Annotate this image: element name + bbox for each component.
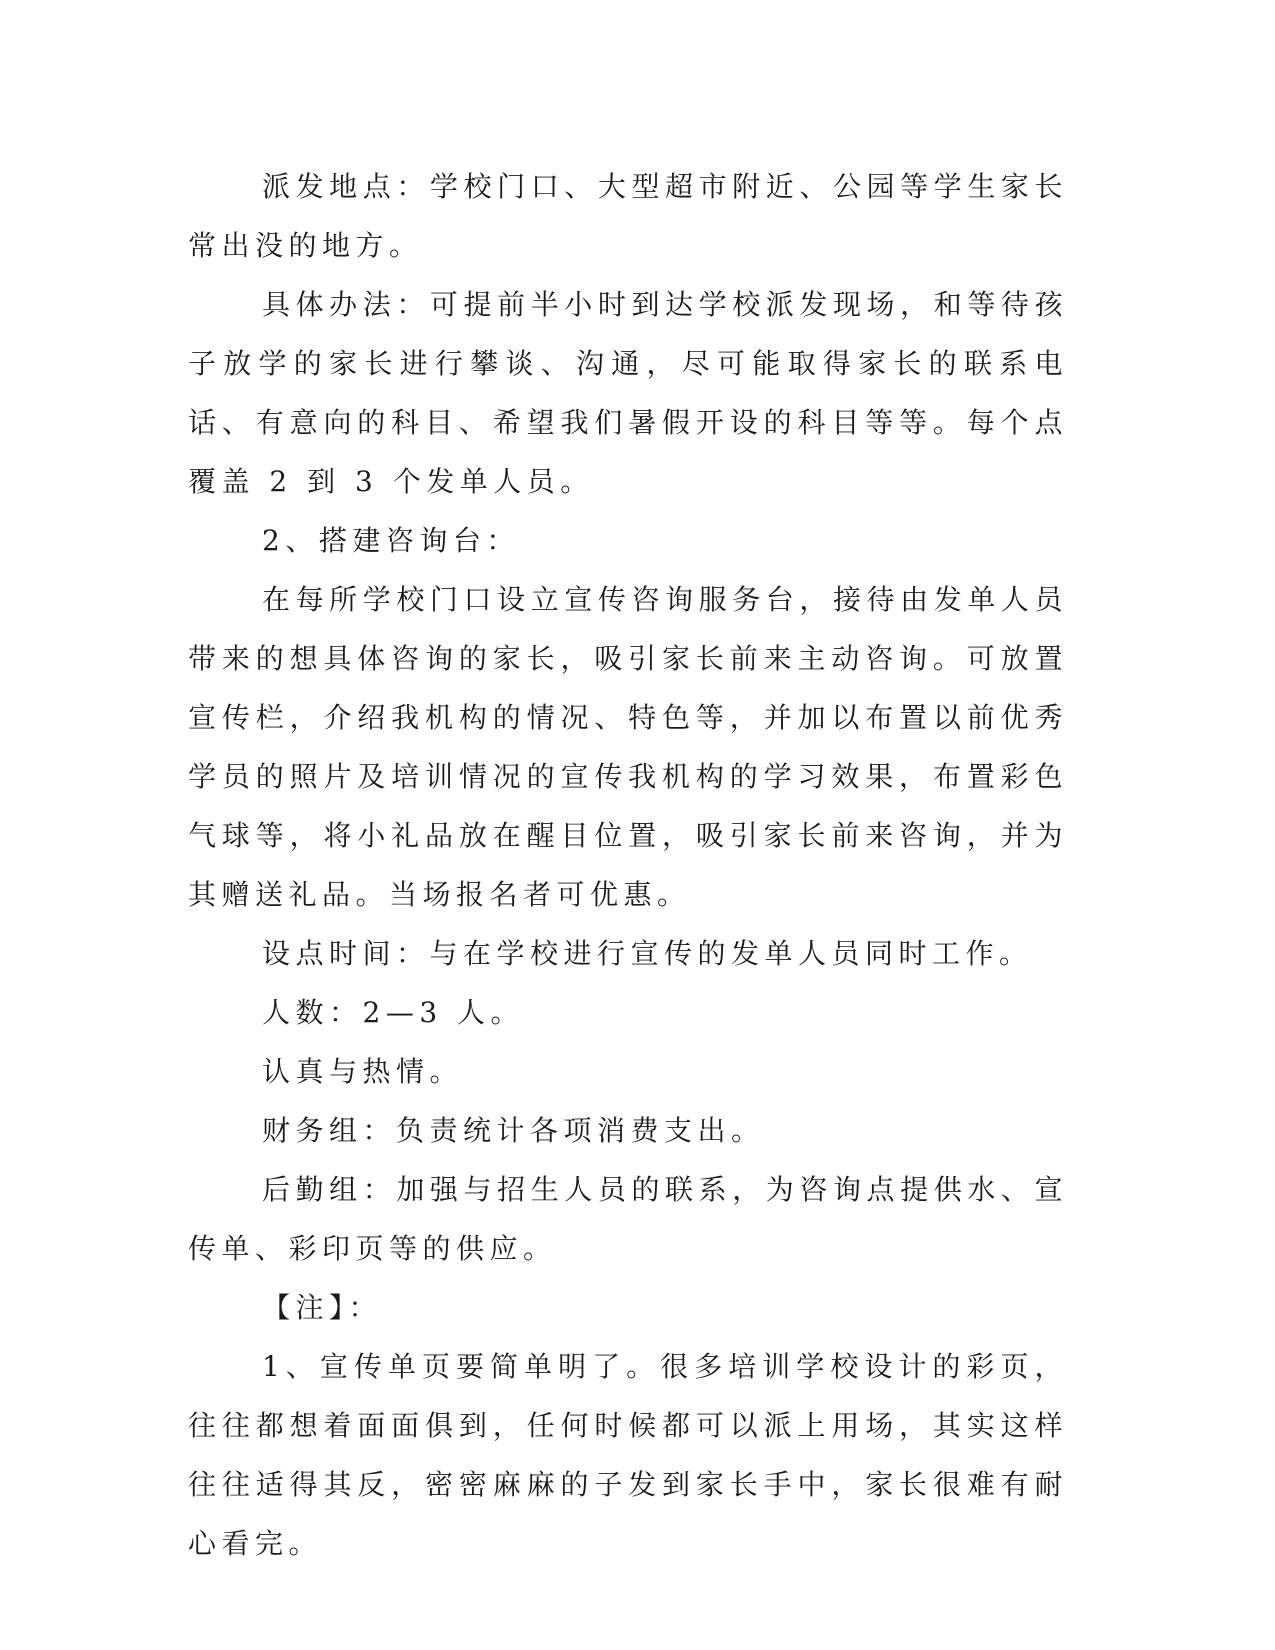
paragraph-setup-time: 设点时间：与在学校进行宣传的发单人员同时工作。 bbox=[262, 937, 1033, 970]
paragraph-note-item-1: 1、宣传单页要简单明了。很多培训学校设计的彩页，往往都想着面面俱到，任何时候都可以派上用场，其实这样往往适得其反，密密麻麻的子发到家长手中，家长很难有耐心看完。 bbox=[188, 1350, 1068, 1560]
paragraph-distribution-location: 派发地点：学校门口、大型超市附近、公园等学生家长常出没的地方。 bbox=[188, 170, 1068, 262]
paragraph-logistics-team: 后勤组：加强与招生人员的联系，为咨询点提供水、宣传单、彩印页等的供应。 bbox=[188, 1173, 1068, 1265]
paragraph-finance-team: 财务组：负责统计各项消费支出。 bbox=[262, 1114, 765, 1147]
paragraph-note-heading: 【注】： bbox=[262, 1291, 383, 1324]
paragraph-attitude: 认真与热情。 bbox=[262, 1055, 464, 1088]
document-body bbox=[188, 157, 1068, 1573]
paragraph-consultation-desk-heading: 2、搭建咨询台： bbox=[262, 524, 520, 557]
paragraph-consultation-desk-details: 在每所学校门口设立宣传咨询服务台，接待由发单人员带来的想具体咨询的家长，吸引家长前来主动咨询。可放置宣传栏，介绍我机构的情况、特色等，并加以布置以前优秀学员的照片及培训情况的宣传我机构的学习效果，布置彩色气球等，将小礼品放在醒目位置，吸引家长前来咨询，并为其赠送礼品。当场报名者可优惠。 bbox=[188, 583, 1068, 911]
paragraph-specific-method: 具体办法：可提前半小时到达学校派发现场，和等待孩子放学的家长进行攀谈、沟通，尽可能取得家长的联系电话、有意向的科目、希望我们暑假开设的科目等等。每个点覆盖 2 到 3 个发单人员。 bbox=[188, 288, 1068, 498]
paragraph-headcount: 人数：2—3 人。 bbox=[262, 996, 525, 1029]
